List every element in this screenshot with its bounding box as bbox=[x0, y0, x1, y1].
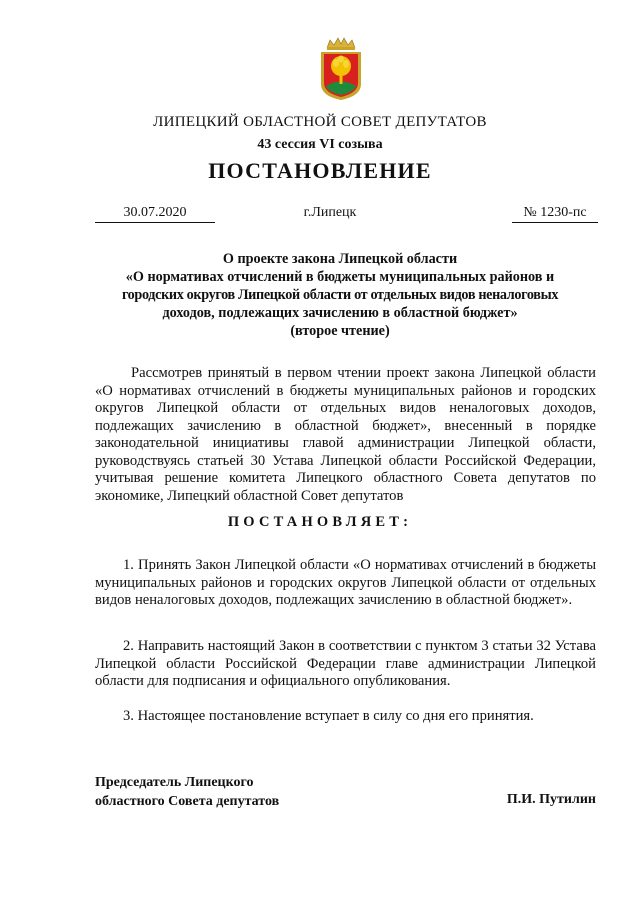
session-label: 43 сессия VI созыва bbox=[257, 137, 383, 152]
signatory-title-line: областного Совета депутатов bbox=[95, 794, 280, 809]
heading-line: О проекте закона Липецкой области bbox=[222, 251, 458, 267]
signatory-title bbox=[95, 773, 279, 811]
document-city: г.Липецк bbox=[303, 205, 357, 220]
document-date: 30.07.2020 bbox=[95, 205, 215, 223]
signatory-name: П.И. Путилин bbox=[506, 792, 596, 807]
document-type: ПОСТАНОВЛЕНИЕ bbox=[208, 158, 432, 183]
council-name: ЛИПЕЦКИЙ ОБЛАСТНОЙ СОВЕТ ДЕПУТАТОВ bbox=[153, 114, 487, 130]
document-heading bbox=[90, 250, 590, 340]
intro-paragraph: Рассмотрев принятый в первом чтении проект закона Липецкой области «О нормативах отчислений в бюджеты муниципальных районов и городских округов Липецкой области от отдельных видов неналоговых доходов, подлежащих зачислению в областной бюджет», внесенный в порядке законодательной инициативы главой администрации Липецкой области, руководствуясь статьей 30 Устава Липецкой области Российской Федерации, учитывая решение комитета Липецкого областного Совета депутатов по экономике, Липецкий областной Совет депутатов bbox=[95, 365, 596, 504]
resolves-heading: ПОСТАНОВЛЯЕТ: bbox=[227, 514, 413, 530]
resolution-item-2: 2. Направить настоящий Закон в соответствии с пунктом 3 статьи 32 Устава Липецкой области Российской Федерации главе администрации Липецкой области для подписания и официального опубликования. bbox=[95, 638, 596, 689]
document-number: № 1230-пс bbox=[512, 205, 598, 223]
resolution-item-3: 3. Настоящее постановление вступает в силу со дня его принятия. bbox=[123, 708, 534, 724]
heading-line: городских округов Липецкой области от отдельных видов неналоговых bbox=[121, 287, 559, 303]
resolution-item-1: 1. Принять Закон Липецкой области «О нормативах отчислений в бюджеты муниципальных районов и городских округов Липецкой области от отдельных видов неналоговых доходов, подлежащих зачислению в областной бюджет». bbox=[95, 557, 596, 608]
signatory-title-line: Председатель Липецкого bbox=[95, 775, 254, 790]
heading-line: доходов, подлежащих зачислению в областной бюджет» bbox=[162, 305, 518, 321]
coat-of-arms-icon bbox=[318, 36, 364, 102]
heading-line: «О нормативах отчислений в бюджеты муниципальных районов и bbox=[125, 269, 555, 285]
heading-line: (второе чтение) bbox=[290, 323, 390, 339]
